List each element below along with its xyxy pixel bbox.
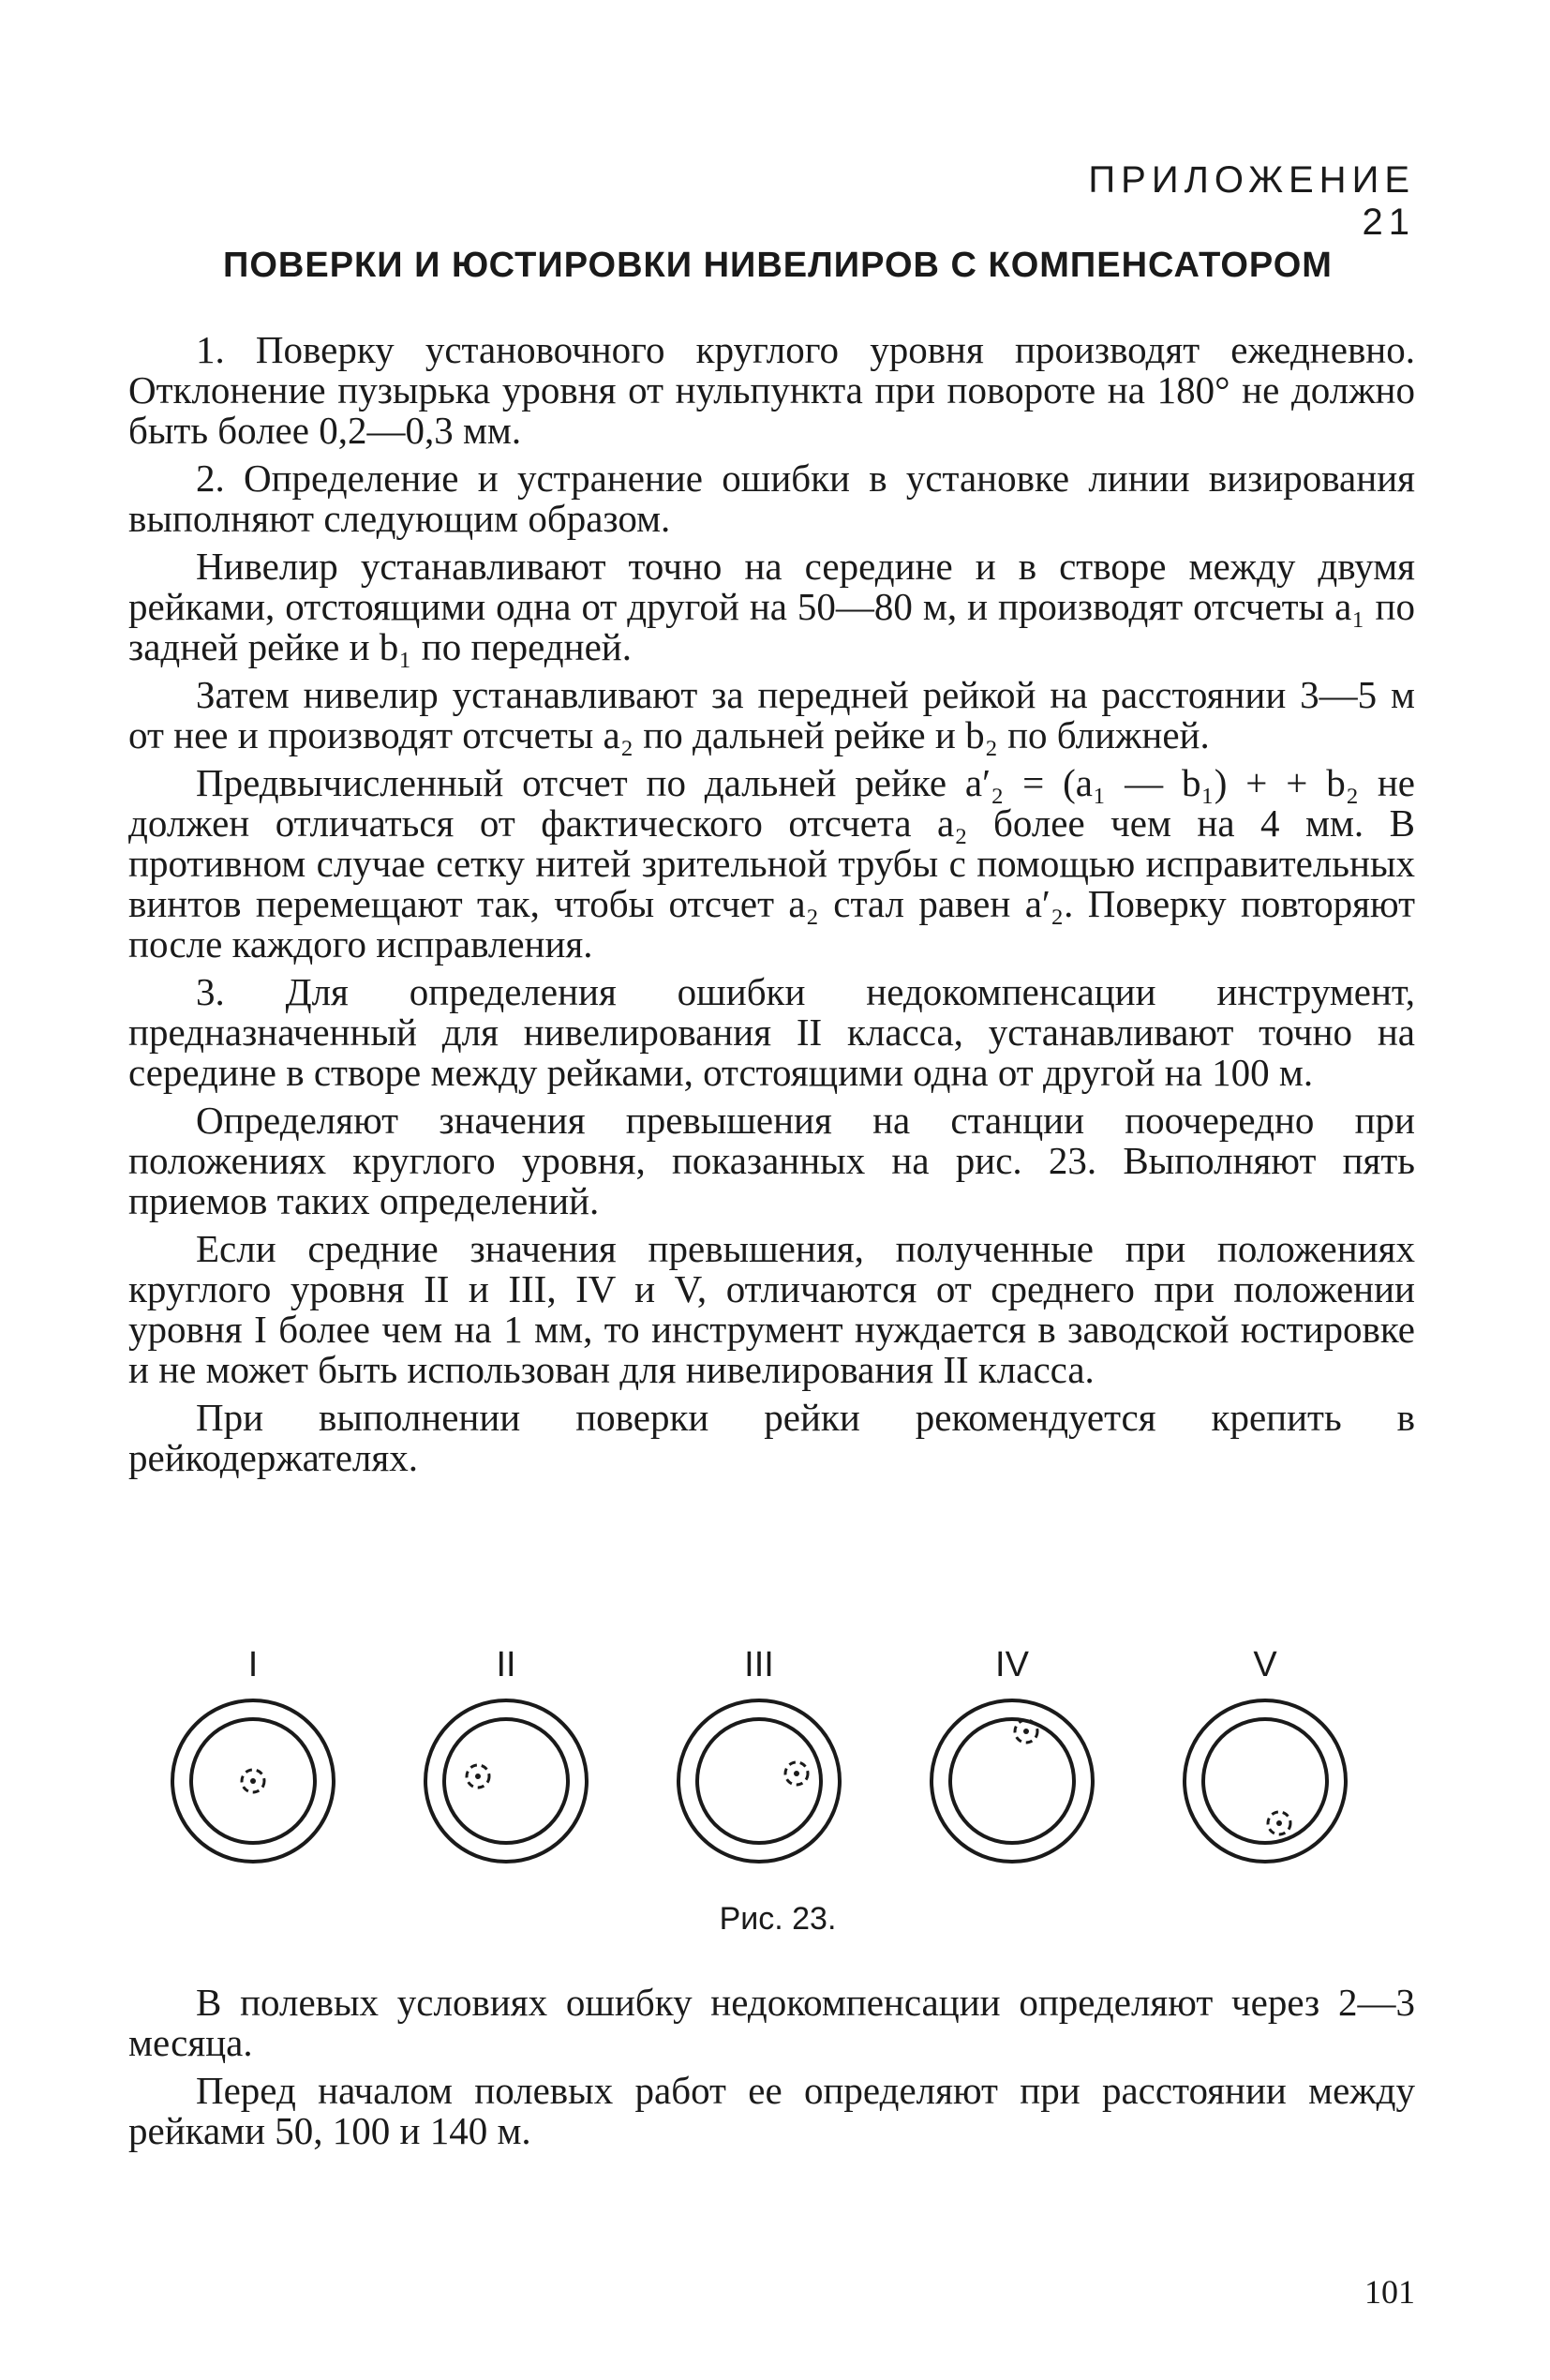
figure-23 — [150, 1645, 1387, 1908]
paragraph: 2. Определение и устранение ошибки в установке линии визирования выполняют следующим образом. — [128, 457, 1415, 540]
figure-label-iv: IV — [995, 1645, 1029, 1684]
level-vial-iv — [931, 1700, 1093, 1862]
paragraph: Если средние значения превышения, полученные при положениях круглого уровня II и III, IV и V, отличаются от среднего при положении уровня I более чем на 1 мм, то инструмент нуждается в заводской юстировке и не может быть использован для нивелирования II класса. — [128, 1227, 1415, 1391]
page-title: ПОВЕРКИ И ЮСТИРОВКИ НИВЕЛИРОВ С КОМПЕНСАТОРОМ — [223, 246, 1333, 285]
paragraph: 1. Поверку установочного круглого уровня производят ежедневно. Отклонение пузырька уровня от нульпункта при повороте на 180° не должно быть более 0,2—0,3 мм. — [128, 328, 1415, 452]
level-vial-v — [1185, 1700, 1346, 1862]
appendix-heading: ПРИЛОЖЕНИЕ 21 — [1088, 159, 1415, 243]
closing-text — [128, 1983, 1415, 2159]
paragraph: Определяют значения превышения на станции поочередно при положениях круглого уровня, показанных на рис. 23. Выполняют пять приемов таких определений. — [128, 1099, 1415, 1222]
figure-label-i: I — [247, 1645, 259, 1684]
paragraph: 3. Для определения ошибки недокомпенсации инструмент, предназначенный для нивелирования II класса, устанавливают точно на середине в створе между рейками, отстоящими одна от другой на 100 м. — [128, 970, 1415, 1094]
figure-label-ii: II — [496, 1645, 516, 1684]
paragraph: Перед началом полевых работ ее определяют при расстоянии между рейками 50, 100 и 140 м. — [128, 2069, 1415, 2152]
level-positions-diagram — [150, 1645, 1387, 1908]
paragraph: При выполнении поверки рейки рекомендуется крепить в рейкодержателях. — [128, 1396, 1415, 1479]
figure-label-v: V — [1253, 1645, 1277, 1684]
paragraph: В полевых условиях ошибку недокомпенсации определяют через 2—3 месяца. — [128, 1981, 1415, 2064]
paragraph: Предвычисленный отсчет по дальней рейке a′₂ = (a₁ — b₁) + + b₂ не должен отличаться от фактического отсчета a₂ более чем на 4 мм. В противном случае сетку нитей зрительной трубы с помощью исправительных винтов перемещают так, чтобы отсчет a₂ стал равен a′₂. Поверку повторяют после каждого исправления. — [128, 761, 1415, 965]
main-text — [128, 330, 1415, 1486]
level-vial-ii — [425, 1700, 587, 1862]
paragraph: Нивелир устанавливают точно на середине и в створе между двумя рейками, отстоящими одна от другой на 50—80 м, и производят отсчеты a₁ по задней рейке и b₁ по передней. — [128, 545, 1415, 668]
figure-label-iii: III — [744, 1645, 774, 1684]
paragraph: Затем нивелир устанавливают за передней рейкой на расстоянии 3—5 м от нее и производят отсчеты a₂ по дальней рейке и b₂ по ближней. — [128, 673, 1415, 756]
level-vial-iii — [678, 1700, 840, 1862]
figure-caption: Рис. 23. — [719, 1901, 837, 1937]
page-number: 101 — [1364, 2273, 1415, 2311]
